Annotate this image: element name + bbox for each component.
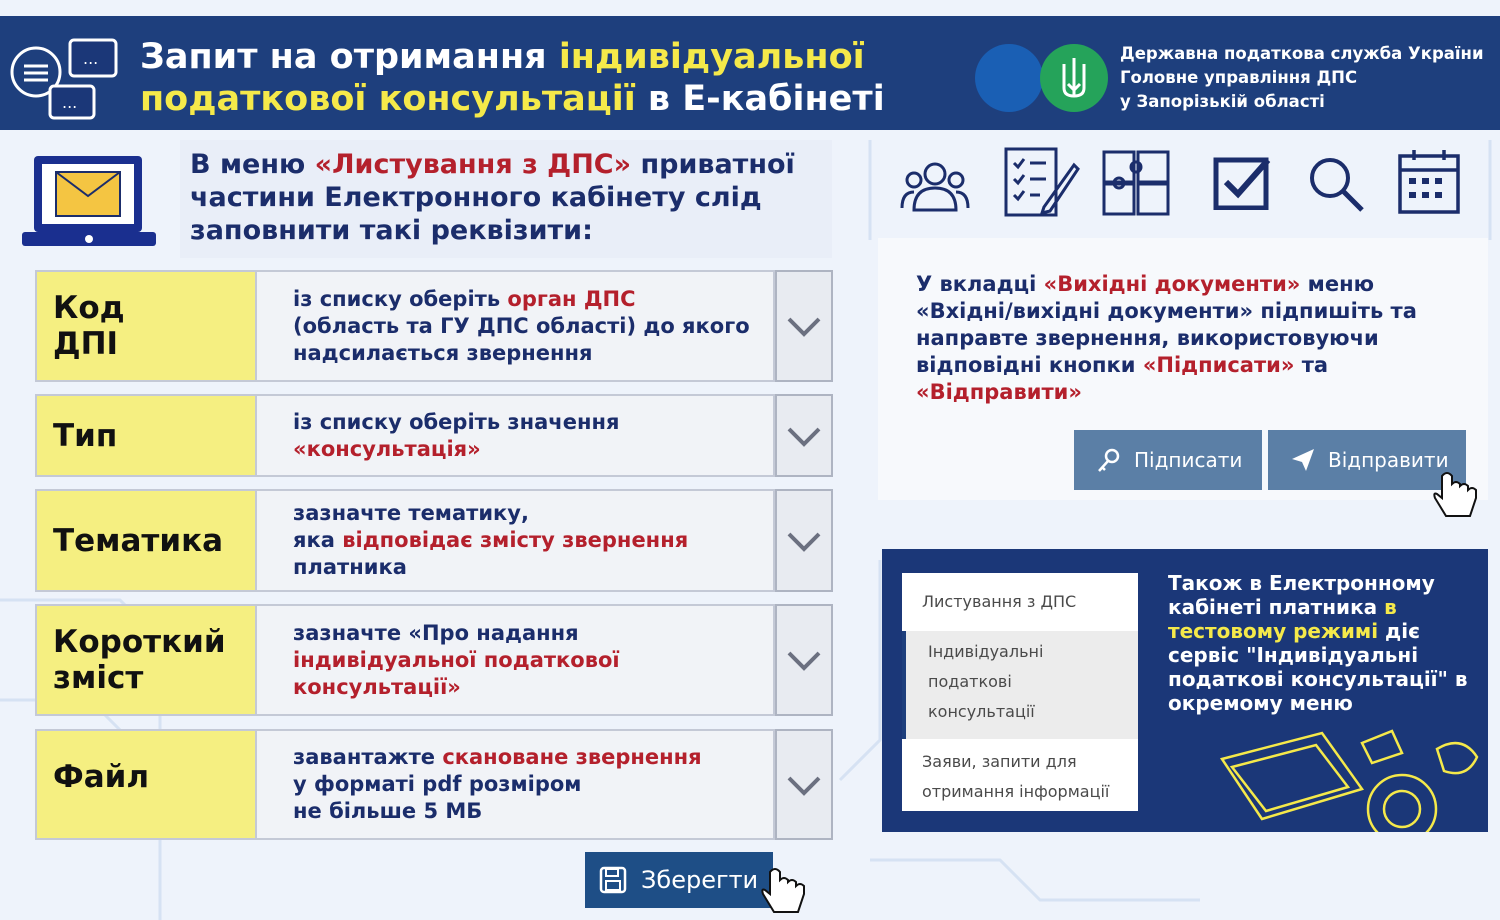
menu-item-line: Індивідуальні <box>928 642 1044 661</box>
field-description: із списку оберіть значення «консультація» <box>257 394 775 477</box>
dropdown-toggle[interactable] <box>775 394 833 477</box>
menu-item-lystuvannia[interactable]: Листування з ДПС <box>922 592 1077 611</box>
dropdown-toggle[interactable] <box>775 489 833 592</box>
svg-text:...: ... <box>62 93 78 112</box>
key-icon <box>1096 447 1122 473</box>
menu-item-requests[interactable] <box>902 747 1138 807</box>
calendar-icon <box>1398 148 1460 214</box>
chevron-down-icon <box>786 649 822 671</box>
field-label: Тип <box>35 394 257 477</box>
chevron-down-icon <box>786 425 822 447</box>
field-label: Короткий зміст <box>35 604 257 716</box>
field-description: із списку оберіть орган ДПС (область та ГУ ДПС області) до якого надсилається звернення <box>257 270 775 382</box>
chevron-down-icon <box>786 315 822 337</box>
sign-button[interactable] <box>1074 430 1262 490</box>
dropdown-toggle[interactable] <box>775 604 833 716</box>
svg-text:...: ... <box>83 49 99 68</box>
users-icon <box>900 160 970 214</box>
org-line: Головне управління ДПС <box>1120 68 1358 87</box>
sign-button-label: Підписати <box>1134 448 1243 472</box>
field-row-korotkyi-zmist <box>35 604 833 716</box>
save-button-label: Зберегти <box>641 866 759 894</box>
field-label: Тематика <box>35 489 257 592</box>
search-icon <box>1306 154 1366 214</box>
field-row-tematyka <box>35 489 833 592</box>
menu-item-line: консультації <box>928 702 1035 721</box>
field-description: зазначте «Про надання індивідуальної податкової консультації» <box>257 604 775 716</box>
workspace-illustration <box>1212 729 1488 832</box>
field-label: Файл <box>35 729 257 840</box>
checkbox-icon <box>1212 154 1272 210</box>
menu-item-line: податкові <box>928 672 1012 691</box>
field-row-kod-dpi <box>35 270 833 382</box>
test-mode-text: Також в Електронному кабінеті платника в тестовому режимі діє сервіс "Індивідуальні податкові консультації" в окремому меню <box>1168 571 1468 715</box>
dropdown-toggle[interactable] <box>775 729 833 840</box>
field-description: завантажте скановане звернення у форматі pdf розміром не більше 5 МБ <box>257 729 775 840</box>
menu-item-line: отримання інформації <box>922 782 1110 801</box>
save-button[interactable] <box>585 852 773 908</box>
sign-send-card <box>878 238 1488 500</box>
feature-icons-row <box>0 0 1500 230</box>
chevron-down-icon <box>786 774 822 796</box>
org-line: Державна податкова служба України <box>1120 44 1484 63</box>
hand-cursor-icon <box>760 866 810 920</box>
field-description: зазначте тематику, яка відповідає змісту звернення платника <box>257 489 775 592</box>
checklist-pen-icon <box>1004 145 1080 219</box>
field-row-typ <box>35 394 833 477</box>
puzzle-icon <box>1102 146 1172 216</box>
page-title: Запит на отримання індивідуальної податкової консультації в Е-кабінеті <box>140 37 885 119</box>
ecabinet-menu <box>902 573 1138 811</box>
floppy-disk-icon <box>599 866 627 894</box>
org-line: у Запорізькій області <box>1120 92 1325 111</box>
field-row-fail <box>35 729 833 840</box>
chevron-down-icon <box>786 530 822 552</box>
sign-send-instructions: У вкладці «Вихідні документи» меню «Вхідні/вихідні документи» підпишіть та направте звернення, використовуючи відповідні кнопки «Підписати» та «Відправити» <box>916 272 1417 404</box>
hand-cursor-icon <box>1432 470 1482 520</box>
test-mode-box <box>882 549 1488 832</box>
dropdown-toggle[interactable] <box>775 270 833 382</box>
menu-item-individual-consultations[interactable] <box>902 631 1138 739</box>
paper-plane-icon <box>1290 447 1316 473</box>
field-label: Код ДПІ <box>35 270 257 382</box>
send-button-label: Відправити <box>1328 448 1449 472</box>
intro-text: В меню «Листування з ДПС» приватної частини Електронного кабінету слід заповнити такі реквізити: <box>190 149 795 246</box>
menu-item-line: Заяви, запити для <box>922 752 1077 771</box>
